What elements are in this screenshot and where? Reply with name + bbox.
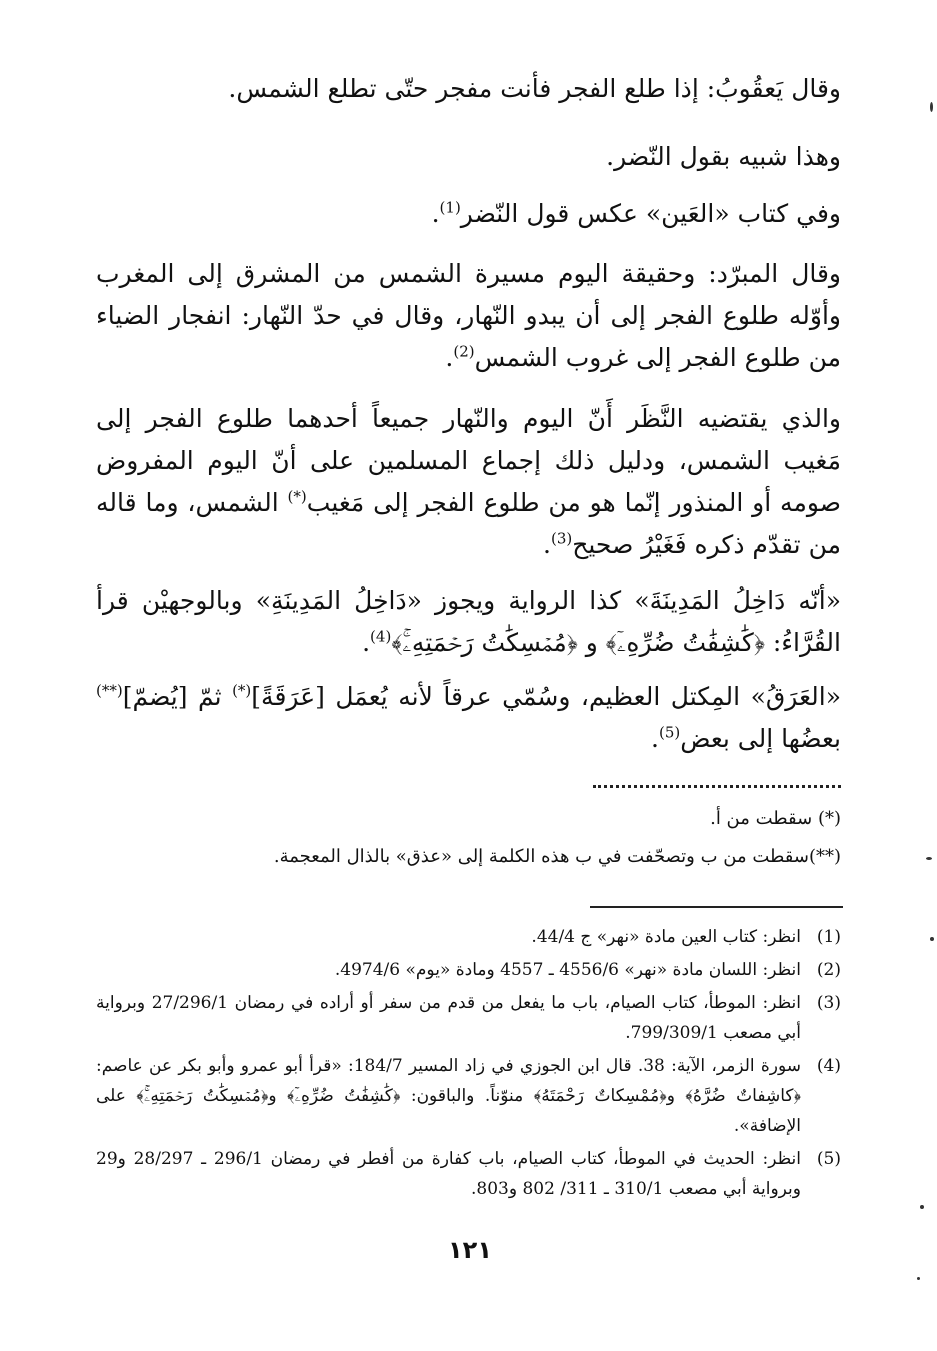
scan-speck: [920, 1205, 924, 1209]
paragraph-3: [96, 193, 841, 235]
paragraph-4-end: .: [445, 343, 454, 372]
footnote-4-text: سورة الزمر، الآية: 38. قال ابن الجوزي في زاد المسير 184/7: «قرأ أبو عمرو وأبو بكر عن عاصم: ﴿كاشِفاتٌ ضُرَّهُ﴾ و﴿مُمْسِكاتٌ رَحْمَتَهُ﴾ منوّناً. والباقون: ﴿كَٰشِفَٰتُ ضُرِّهِۦٓ﴾ و﴿مُمۡسِكَٰتُ رَحۡمَتِهِۦۚ﴾ على الإضافة».: [96, 1056, 801, 1136]
editor-note-ref-double-star[interactable]: (**): [96, 681, 123, 700]
footnote-5: [96, 1144, 841, 1204]
paragraph-7-text: «العَرَقُ» المِكتل العظيم، وسُمّي عرقاً لأنه يُعمَل [عَرَقَةً]: [251, 682, 841, 711]
dotted-separator: [593, 785, 841, 792]
paragraph-6: [96, 580, 841, 664]
scan-speck: [917, 1277, 920, 1280]
paragraph-7-cont: ثمّ [يُضمّ]: [122, 682, 233, 711]
editor-note-ref-star-2[interactable]: (*): [232, 681, 252, 700]
scan-speck: [926, 857, 932, 860]
editor-note-ref-star[interactable]: (*): [287, 487, 307, 506]
paragraph-3-text: وفي كتاب «العَين» عكس قول النّضر: [460, 199, 841, 228]
footnote-3: [96, 988, 841, 1048]
footnote-3-number: (3): [816, 993, 841, 1013]
editor-note-1-text: (*) سقطت من أ.: [710, 808, 841, 829]
editor-note-1: [96, 803, 841, 834]
footnote-rule: [590, 906, 843, 908]
paragraph-4-text: وقال المبرّد: وحقيقة اليوم مسيرة الشمس من المشرق إلى المغرب وأوّله طلوع الفجر إلى أن يبدو النّهار، وقال في حدّ النّهار: انفجار الضياء من طلوع الفجر إلى غروب الشمس: [96, 259, 841, 372]
footnote-5-text: انظر: الحديث في الموطأ، كتاب الصيام، باب كفارة من أفطر في رمضان 296/1 ـ 28/297 و29 وبرواية أبي مصعب 310/1 ـ 311/ 802 و803.: [96, 1149, 801, 1199]
footnote-3-text: انظر: الموطأ، كتاب الصيام، باب ما يفعل من قدم من سفر أو أراده في رمضان 27/296/1 وبرواية أبي مصعب 799/309/1.: [96, 993, 801, 1043]
paragraph-5-text: والذي يقتضيه النَّظَر أَنّ اليوم والنّهار جميعاً أحدهما طلوع الفجر إلى مَغيب الشمس، ودليل ذلك إجماع المسلمين على أنّ اليوم المفروض صومه أو المنذور إنّما هو من طلوع الفجر إلى مَغيب: [96, 404, 841, 517]
paragraph-7-end: .: [651, 724, 659, 753]
page-number: ١٢١: [448, 1236, 492, 1264]
footnote-ref-4[interactable]: (4): [370, 627, 392, 646]
footnote-ref-3[interactable]: (3): [550, 529, 573, 548]
footnotes-list: [96, 922, 841, 1207]
paragraph-5-end: .: [543, 530, 551, 559]
footnote-ref-2[interactable]: (2): [453, 342, 475, 361]
paragraph-1-text: وقال يَعقُوبُ: إذا طلع الفجر فأنت مفجر حتّى تطلع الشمس.: [228, 74, 841, 103]
paragraph-6-end: .: [362, 628, 371, 657]
footnote-1-text: انظر: كتاب العين مادة «نهر» ج 44/4.: [531, 927, 801, 947]
scan-speck: [930, 937, 934, 941]
footnote-2: [96, 955, 841, 985]
scan-speck: [930, 102, 933, 112]
editor-note-2: [96, 841, 841, 872]
footnote-2-number: (2): [816, 960, 841, 980]
paragraph-7-cont-2: بعضُها إلى بعض: [680, 724, 841, 753]
paragraph-6-text: «أنّه دَاخِلُ المَدِينَةَ» كذا الرواية ويجوز «دَاخِلُ المَدِينَةِ» وبالوجهيْن قرأ القُرَّاءُ: ﴿كَٰشِفَٰتُ ضُرِّهِۦٓ﴾ و ﴿مُمۡسِكَٰتُ رَحۡمَتِهِۦۚ﴾: [96, 586, 841, 657]
footnote-ref-1[interactable]: (1): [439, 198, 461, 217]
paragraph-5-cont: الشمس، وما قاله من تقدّم ذكره فَغَيْرُ صحيح: [96, 488, 841, 559]
footnote-1: [96, 922, 841, 952]
footnote-1-number: (1): [816, 927, 841, 947]
paragraph-2: [96, 136, 841, 178]
footnote-2-text: انظر: اللسان مادة «نهر» 4556/6 ـ 4557 ومادة «يوم» 4974/6.: [334, 960, 801, 980]
footnote-4: [96, 1051, 841, 1141]
paragraph-4: [96, 253, 841, 379]
paragraph-3-end: .: [431, 199, 440, 228]
paragraph-7: [96, 676, 841, 760]
footnote-ref-5[interactable]: (5): [658, 723, 681, 742]
paragraph-2-text: وهذا شبيه بقول النّضر.: [606, 142, 841, 171]
editor-note-2-text: (**)سقطت من ب وتصحّفت في ب هذه الكلمة إلى «عذق» بالذال المعجمة.: [273, 846, 841, 867]
footnote-5-number: (5): [816, 1149, 841, 1169]
paragraph-5: [96, 398, 841, 566]
footnote-4-number: (4): [816, 1056, 841, 1076]
paragraph-1: [96, 68, 841, 110]
